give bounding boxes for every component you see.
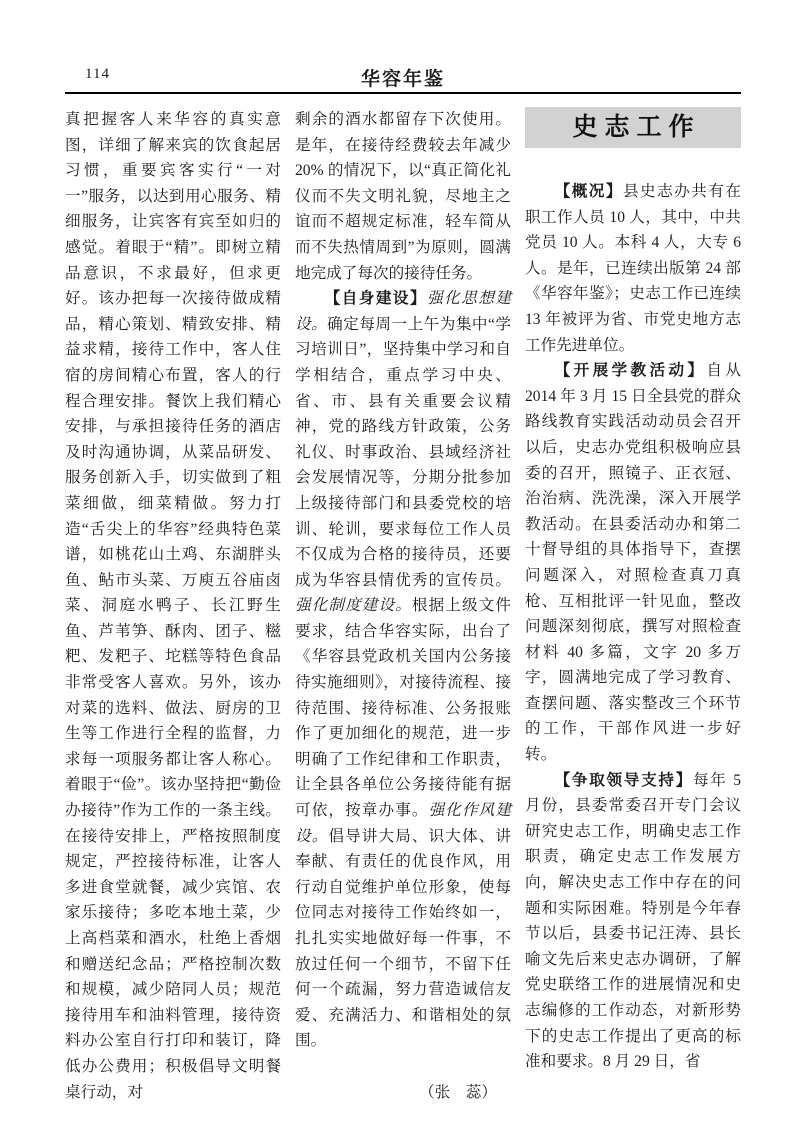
text-run: 真把握客人来华容的真实意图，详细了解来宾的饮食起居习惯，重要宾客实行“一对一”服务，以达到用心服务、精细服务，让宾客有宾至如归的感觉。着眼于“精”。即树立精品意识，不求最好，但求更好。该办把每一次接待做成精品，精心策划、精致安排、精益求精，接待工作中，客人住宿的房间精心布置，客人的行程合理安排。餐饮上我们精心安排，与承担接待任务的酒店及时沟通协调，从菜品研发、服务创新入手，切实做到了粗菜细做，细菜精做。努力打造“舌尖上的华容”经典特色菜谱，如桃花山土鸡、东湖胖头鱼、鲇市头菜、万庾五谷庙卤菜、洞庭水鸭子、长江野生鱼、芦苇笋、酥肉、团子、糍粑、发粑子、坨糕等特色食品非常受客人喜欢。另外，该办对菜的选料、做法、厨房的卫生等工作进行全程的监督，力求每一项服务都让客人称心。着眼于“俭”。该办坚持把“勤俭办接待”作为工作的一条主线。在接待安排上，严格按照制度规定，严控接待标准，让客人多进食堂就餐，减少宾馆、农家乐接待；多吃本地土菜，少上高档菜和酒水，杜绝上香烟和赠送纪念品；严格控制次数和规模，减少陪同人员；规范接待用车和油料管理，接待资料办公室自行打印和装订，降低办公费用；积极倡导文明餐桌行动，对 — [65, 111, 281, 1101]
text-columns — [65, 107, 741, 1106]
text-run: 自从 2014 年 3 月 15 日全县党的群众路线教育实践活动动员会召开以后，史志办党组积极响应县委的召开，照镜子、正衣冠、治治病、洗洗澡，深入开展学教活动。在县委活动办和第二十督导组的具体指导下，查摆问题深入，对照检查真刀真枪、互相批评一针见血，整改问题深刻彻底，撰写对照检查材料 40 多篇，文字 20 多万字，圆满地完成了学习教育、查摆问题、落实整改三个环节的工作，干部作风进一步好转。 — [525, 362, 741, 764]
paragraph — [295, 107, 511, 286]
text-run: 根据上级文件要求，结合华容实际，出台了《华容县党政机关国内公务接待实施细则》，对接待流程、接待范围、接待标准、公务报账作了更加细化的规范，进一步明确了工作纪律和工作职责，让全县各单位公务接待能有据可依，按章办事。 — [295, 597, 511, 820]
text-run: 倡导讲大局、识大体、讲奉献、有责任的优良作风，用行动自觉维护单位形象，使每位同志对接待工作始终如一，扎扎实实地做好每一件事，不放过任何一个细节，不留下任何一个疏漏，努力营造诚信友爱、充满活力、和谐相处的氛围。 — [295, 827, 511, 1050]
book-title: 华容年鉴 — [360, 69, 445, 90]
page-number: 114 — [85, 66, 110, 82]
section-title: 史志工作 — [572, 112, 701, 141]
page-content — [65, 62, 741, 1106]
text-run: 确定每周一上午为集中“学习培训日”，坚持集中学习和自学相结合，重点学习中央、省、市、县有关重要会议精神，党的路线方针政策，公务礼仪、时事政治、县域经济社会发展情况等，分期分批参加上级接待部门和县委党校的培训、轮训，要求每位工作人员不仅成为合格的接待员，还要成为华容县情优秀的宣传员。 — [295, 315, 512, 589]
byline: （张 蕊） — [419, 1083, 497, 1101]
column-1 — [65, 107, 281, 1106]
entry-marker: 【自身建设】 — [324, 290, 428, 308]
entry-marker: 【概况】 — [554, 183, 623, 200]
text-run: 强化思想建设。 — [295, 290, 511, 333]
column-3-text — [525, 179, 741, 1075]
column-3 — [525, 107, 741, 1106]
entry-marker: 【开展学教活动】 — [554, 362, 707, 380]
entry-marker: 【争取领导支持】 — [554, 771, 693, 789]
paragraph — [65, 107, 281, 1105]
text-run: 每年 5 月份，县委常委召开专门会议研究史志工作，明确史志工作职责，确定史志工作发展方向，解决史志工作中存在的问题和实际困难。特别是今年春节以后，县委书记汪涛、县长喻文先后来史志办调研，了解党史联络工作的进展情况和史志编修的工作动态，对新形势下的史志工作提出了更高的标准和要求。8 月 29 日，省 — [525, 771, 741, 1071]
text-run: 强化作风建设。 — [295, 802, 511, 845]
paragraph — [525, 358, 741, 768]
text-run: 县史志办共有在职工作人员 10 人，其中，中共党员 10 人。本科 4 人，大专 6 人。是年，已连续出版第 24 部《华容年鉴》；史志工作已连续 13 年被评为省、市党史地方志工作先进单位。 — [525, 183, 741, 354]
column-2-text — [295, 107, 511, 1054]
paragraph — [295, 286, 511, 1054]
text-run: 强化制度建设。 — [295, 597, 412, 615]
text-run: 剩余的酒水都留存下次使用。是年，在接待经费较去年减少 20% 的情况下，以“真正简化礼仪而不失文明礼貌，尽地主之谊而不超规定标准，轻车简从而不失热情周到”为原则，圆满地完成了每次的接待任务。 — [295, 111, 511, 282]
paragraph — [525, 768, 741, 1075]
column-2 — [295, 107, 511, 1106]
section-title-box — [525, 107, 741, 148]
running-head — [65, 62, 741, 92]
header-rule — [65, 92, 741, 94]
paragraph — [525, 179, 741, 358]
